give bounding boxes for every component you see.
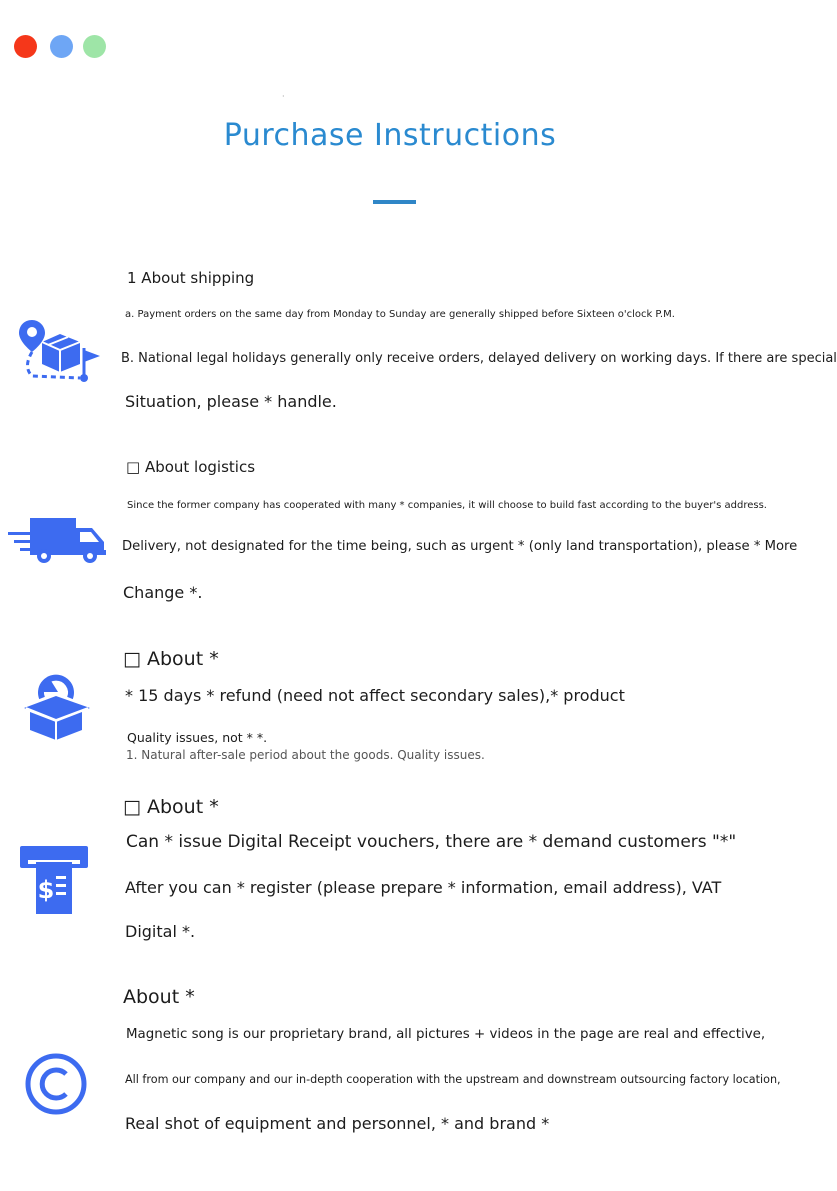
receipt-dollar-icon: [20, 846, 90, 916]
svg-text:$: $: [37, 876, 55, 904]
section-heading: □ About logistics: [126, 458, 256, 476]
map-pin-package-icon: [18, 318, 104, 386]
return-box-icon: [22, 670, 92, 742]
stray-mark: ·: [282, 92, 285, 101]
section-line: Change *.: [123, 583, 203, 602]
section-line: Magnetic song is our proprietary brand, all pictures + videos in the page are real and effective,: [126, 1027, 766, 1042]
section-line: Delivery, not designated for the time being, such as urgent * (only land transportation), please * More: [122, 539, 798, 554]
page-title: Purchase Instructions: [223, 118, 557, 153]
section-heading: □ About *: [123, 648, 219, 670]
section-line: Since the former company has cooperated with many * companies, it will choose to build fast according to the buyer's address.: [127, 500, 767, 511]
close-window-button[interactable]: [14, 35, 37, 58]
section-line: a. Payment orders on the same day from Monday to Sunday are generally shipped before Sixteen o'clock P.M.: [125, 309, 675, 320]
section-line: * 15 days * refund (need not affect secondary sales),* product: [125, 686, 625, 705]
section-line: Can * issue Digital Receipt vouchers, there are * demand customers "*": [126, 832, 737, 852]
section-line: B. National legal holidays generally only receive orders, delayed delivery on working days. If there are special: [121, 351, 837, 366]
copyright-icon: [24, 1052, 88, 1116]
title-divider: [373, 200, 416, 204]
section-line: Real shot of equipment and personnel, * and brand *: [125, 1114, 550, 1133]
section-heading: 1 About shipping: [127, 269, 255, 287]
minimize-window-button[interactable]: [50, 35, 73, 58]
section-line: All from our company and our in-depth cooperation with the upstream and downstream outsourcing factory location,: [125, 1073, 781, 1086]
clipped-line: 1. Natural after-sale period about the goods. Quality issues.: [126, 748, 485, 762]
section-line: Situation, please * handle.: [125, 392, 337, 411]
delivery-truck-icon: [6, 514, 110, 564]
section-heading: □ About *: [123, 796, 219, 818]
section-line: Digital *.: [125, 922, 196, 941]
maximize-window-button[interactable]: [83, 35, 106, 58]
section-heading: About *: [123, 986, 195, 1008]
section-line: Quality issues, not * *.: [127, 730, 268, 745]
section-line: After you can * register (please prepare * information, email address), VAT: [125, 878, 722, 897]
